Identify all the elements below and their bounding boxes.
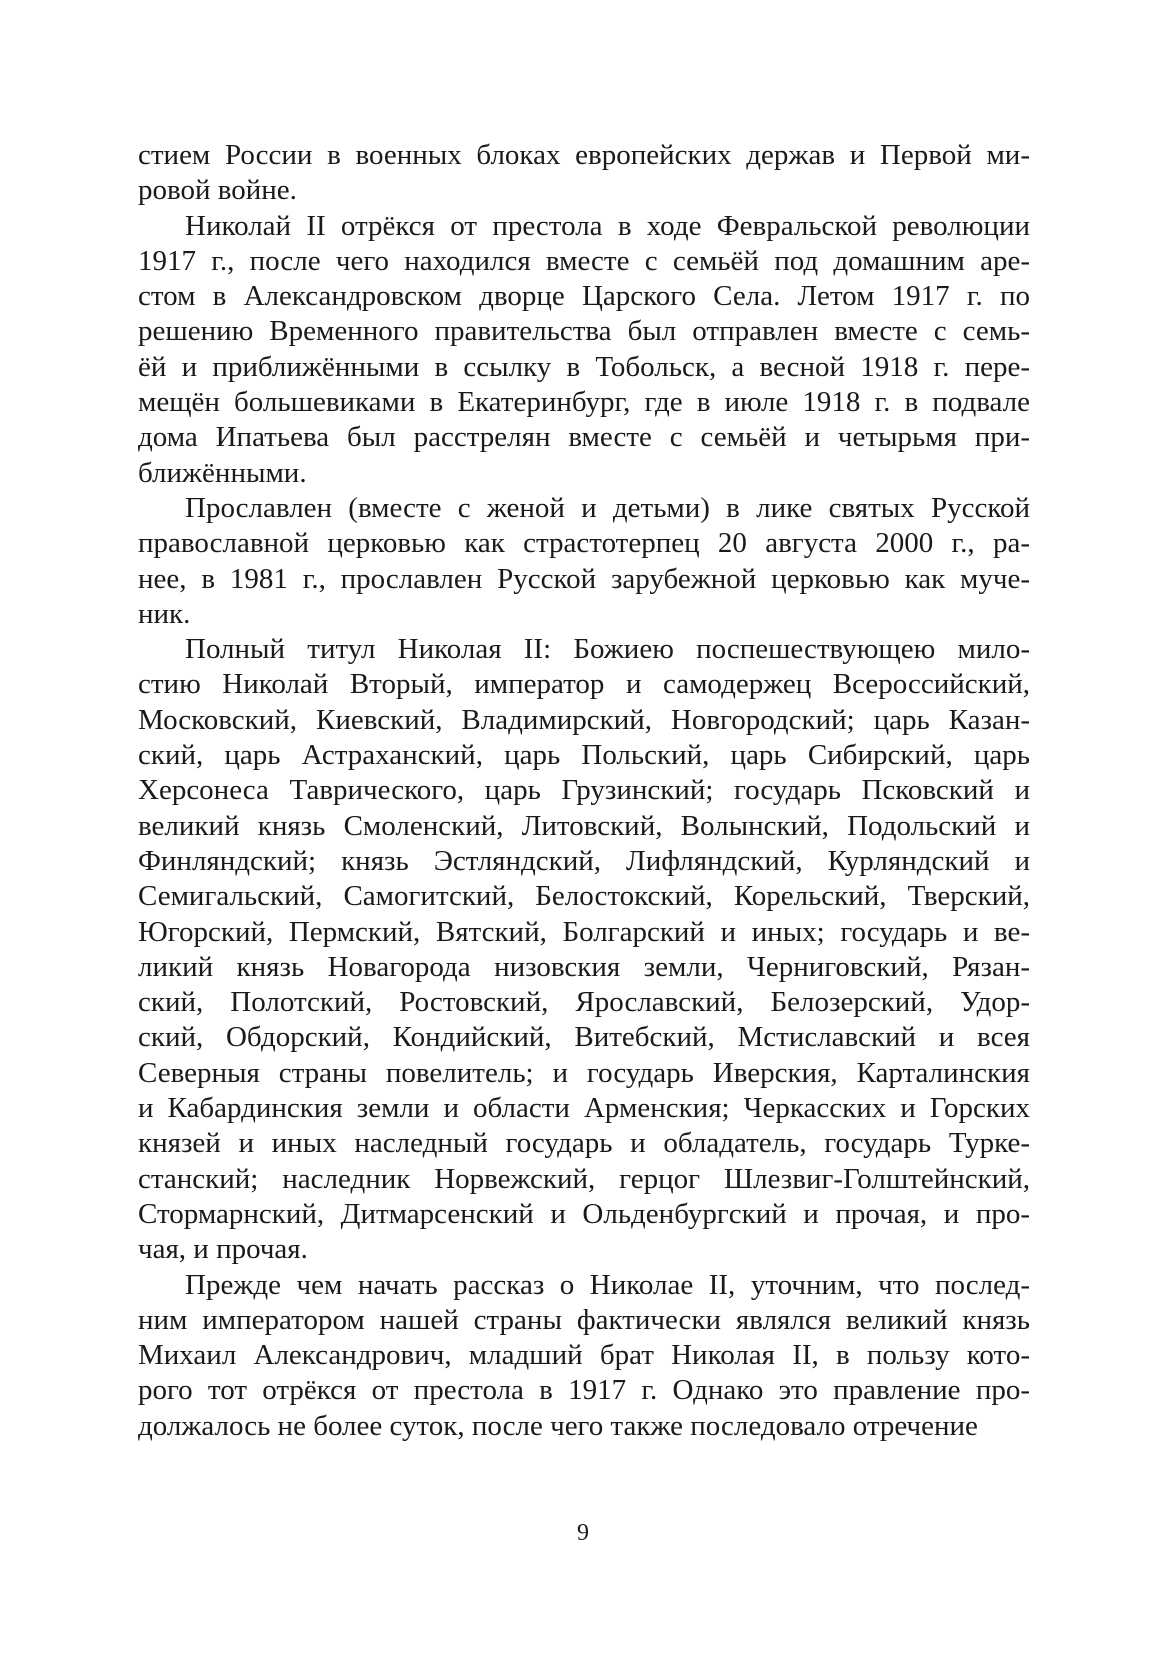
- text-line: ский, Обдорский, Кондийский, Витебский, Мстиславский и всея: [138, 1021, 1030, 1054]
- text-line: мещён большевиками в Екатеринбург, где в июле 1918 г. в подвале: [138, 386, 1030, 419]
- text-line: должалось не более суток, после чего также последовало отречение: [138, 1409, 978, 1442]
- text-line: Херсонеса Таврического, царь Грузинский; государь Псковский и: [138, 774, 1030, 807]
- text-line: нее, в 1981 г., прославлен Русской зарубежной церковью как муче-: [138, 562, 1030, 595]
- paragraph-continuation: [138, 138, 1030, 209]
- text-line: ровой войне.: [138, 174, 297, 207]
- paragraph-abdication: [138, 209, 1030, 491]
- text-line: Прославлен (вместе с женой и детьми) в лике святых Русской: [185, 491, 1030, 524]
- text-line: Полный титул Николая II: Божиею поспешествующею мило-: [185, 633, 1030, 666]
- paragraph-canonization: [138, 491, 1030, 632]
- text-line: православной церковью как страстотерпец 20 августа 2000 г., ра-: [138, 527, 1030, 560]
- paragraph-last-emperor: [138, 1268, 1030, 1444]
- text-line: чая, и прочая.: [138, 1233, 308, 1266]
- text-line: стом в Александровском дворце Царского Села. Летом 1917 г. по: [138, 280, 1030, 313]
- text-line: станский; наследник Норвежский, герцог Шлезвиг-Голштейнский,: [138, 1162, 1030, 1195]
- text-line: ёй и приближёнными в ссылку в Тобольск, а весной 1918 г. пере-: [138, 350, 1030, 383]
- text-line: ский, царь Астраханский, царь Польский, царь Сибирский, царь: [138, 739, 1030, 772]
- page-number: 9: [577, 1520, 589, 1546]
- text-line: великий князь Смоленский, Литовский, Волынский, Подольский и: [138, 809, 1030, 842]
- text-line: дома Ипатьева был расстрелян вместе с семьёй и четырьмя при-: [138, 421, 1030, 454]
- text-line: Югорский, Пермский, Вятский, Болгарский и иных; государь и ве-: [138, 915, 1030, 948]
- text-line: Николай II отрёкся от престола в ходе Февральской революции: [185, 209, 1030, 242]
- paragraph-full-title: [138, 632, 1030, 1267]
- text-line: Северныя страны повелитель; и государь Иверския, Карталинския: [138, 1056, 1030, 1089]
- text-line: Прежде чем начать рассказ о Николае II, уточним, что послед-: [185, 1268, 1030, 1301]
- body-text: [138, 138, 1030, 1444]
- text-line: ним императором нашей страны фактически являлся великий князь: [138, 1303, 1030, 1336]
- text-line: Московский, Киевский, Владимирский, Новгородский; царь Казан-: [138, 703, 1030, 736]
- text-line: князей и иных наследный государь и обладатель, государь Турке-: [138, 1127, 1030, 1160]
- text-line: ник.: [138, 597, 191, 630]
- text-line: Михаил Александрович, младший брат Николая II, в пользу кото-: [138, 1339, 1030, 1372]
- text-line: ский, Полотский, Ростовский, Ярославский, Белозерский, Удор-: [138, 986, 1030, 1019]
- text-line: 1917 г., после чего находился вместе с семьёй под домашним аре-: [138, 244, 1030, 277]
- text-line: решению Временного правительства был отправлен вместе с семь-: [138, 315, 1030, 348]
- text-line: рого тот отрёкся от престола в 1917 г. Однако это правление про-: [138, 1374, 1030, 1407]
- text-line: стию Николай Вторый, император и самодержец Всероссийский,: [138, 668, 1030, 701]
- text-line: ближёнными.: [138, 456, 307, 489]
- text-line: Семигальский, Самогитский, Белостокский, Корельский, Тверский,: [138, 880, 1030, 913]
- text-line: Стормарнский, Дитмарсенский и Ольденбургский и прочая, и про-: [138, 1197, 1030, 1230]
- text-line: Финляндский; князь Эстляндский, Лифляндский, Курляндский и: [138, 844, 1030, 877]
- text-line: стием России в военных блоках европейских держав и Первой ми-: [138, 139, 1030, 171]
- text-line: и Кабардинския земли и области Арменския; Черкасских и Горских: [138, 1092, 1030, 1125]
- text-line: ликий князь Новагорода низовския земли, Черниговский, Рязан-: [138, 950, 1030, 983]
